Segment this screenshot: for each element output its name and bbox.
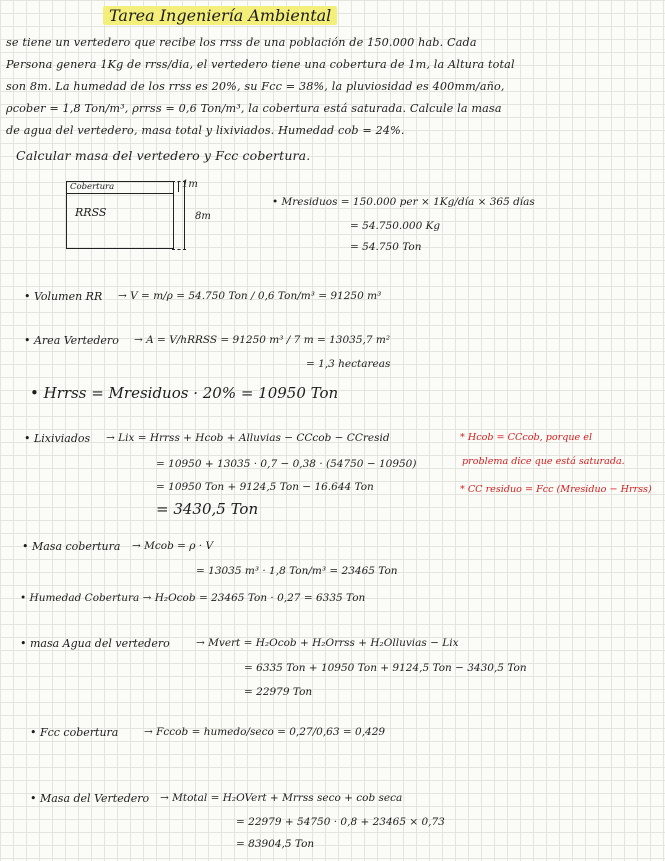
statement-line-3: son 8m. La humedad de los rrss es 20%, su Fcc = 38%, la pluviosidad es 400mm/año, [6, 80, 505, 93]
fcc-label: • Fcc cobertura [30, 726, 119, 739]
cover-height-bar [178, 181, 179, 192]
landfill-box [66, 181, 174, 249]
statement-line-1: se tiene un vertedero que recibe los rrss de una población de 150.000 hab. Cada [6, 36, 477, 49]
area-equation: → A = V/hRRSS = 91250 m³ / 7 m = 13035,7 m² [134, 334, 391, 346]
note-field-capacity: * CC residuo = Fcc (Mresiduo − Hrrss) [460, 484, 652, 495]
leachate-result: = 3430,5 Ton [156, 500, 259, 518]
leachate-equation: → Lix = Hrrss + Hcob + Alluvias − CCcob − CCresid [106, 432, 390, 444]
cover-moisture-equation: • Humedad Cobertura → H₂Ocob = 23465 Ton · 0,27 = 6335 Ton [20, 592, 366, 604]
leachate-label: • Lixiviados [24, 432, 91, 445]
cover-mass-label: • Masa cobertura [22, 540, 121, 553]
water-rrss-equation: • Hrrss = Mresiduos · 20% = 10950 Ton [30, 384, 339, 402]
cover-label: Cobertura [70, 182, 115, 192]
mass-residues-line-2: = 54.750.000 Kg [350, 220, 441, 232]
cover-mass-equation: → Mcob = ρ · V [132, 540, 214, 552]
landfill-diagram [60, 178, 240, 256]
mass-residues-line-3: = 54.750 Ton [350, 241, 422, 253]
cover-mass-result: = 13035 m³ · 1,8 Ton/m³ = 23465 Ton [196, 565, 398, 577]
total-height-label: 8m [195, 211, 211, 222]
water-mass-equation: → Mvert = H₂Ocob + H₂Orrss + H₂Olluvias − Lix [196, 637, 459, 649]
water-mass-result: = 22979 Ton [244, 686, 313, 698]
note-cover-saturated-2: problema dice que está saturada. [462, 456, 625, 467]
water-mass-label: • masa Agua del vertedero [20, 637, 170, 650]
volume-label: • Volumen RR [24, 290, 103, 303]
area-hectares: = 1,3 hectareas [306, 358, 391, 370]
volume-equation: → V = m/ρ = 54.750 Ton / 0,6 Ton/m³ = 91250 m³ [118, 290, 382, 302]
statement-line-4: ρcober = 1,8 Ton/m³, ρrrss = 0,6 Ton/m³, la cobertura está saturada. Calcule la masa [6, 102, 502, 115]
note-cover-saturated: * Hcob = CCcob, porque el [460, 432, 593, 443]
total-mass-equation: → Mtotal = H₂OVert + Mrrss seco + cob seca [160, 792, 403, 804]
area-label: • Area Vertedero [24, 334, 119, 347]
cover-divider [67, 193, 173, 194]
total-height-bar [184, 181, 185, 250]
assignment-title: Tarea Ingeniería Ambiental [103, 6, 337, 25]
statement-line-2: Persona genera 1Kg de rrss/dia, el vertedero tiene una cobertura de 1m, la Altura total [6, 58, 515, 71]
leachate-line-3: = 10950 Ton + 9124,5 Ton − 16.644 Ton [156, 481, 374, 493]
water-mass-line-2: = 6335 Ton + 10950 Ton + 9124,5 Ton − 3430,5 Ton [244, 662, 527, 674]
cover-height-label: 1m [182, 179, 198, 190]
mass-residues-line-1: • Mresiduos = 150.000 per × 1Kg/día × 365 días [272, 196, 535, 208]
total-mass-result: = 83904,5 Ton [236, 838, 315, 850]
fcc-equation: → Fccob = humedo/seco = 0,27/0,63 = 0,429 [144, 726, 386, 738]
total-mass-label: • Masa del Vertedero [30, 792, 150, 805]
total-mass-line-2: = 22979 + 54750 · 0,8 + 23465 × 0,73 [236, 816, 445, 828]
waste-label: RRSS [75, 206, 107, 219]
task-subtitle: Calcular masa del vertedero y Fcc cobertura. [16, 148, 311, 163]
leachate-line-2: = 10950 + 13035 · 0,7 − 0,38 · (54750 − 10950) [156, 458, 417, 470]
statement-line-5: de agua del vertedero, masa total y lixiviados. Humedad cob = 24%. [6, 124, 405, 137]
